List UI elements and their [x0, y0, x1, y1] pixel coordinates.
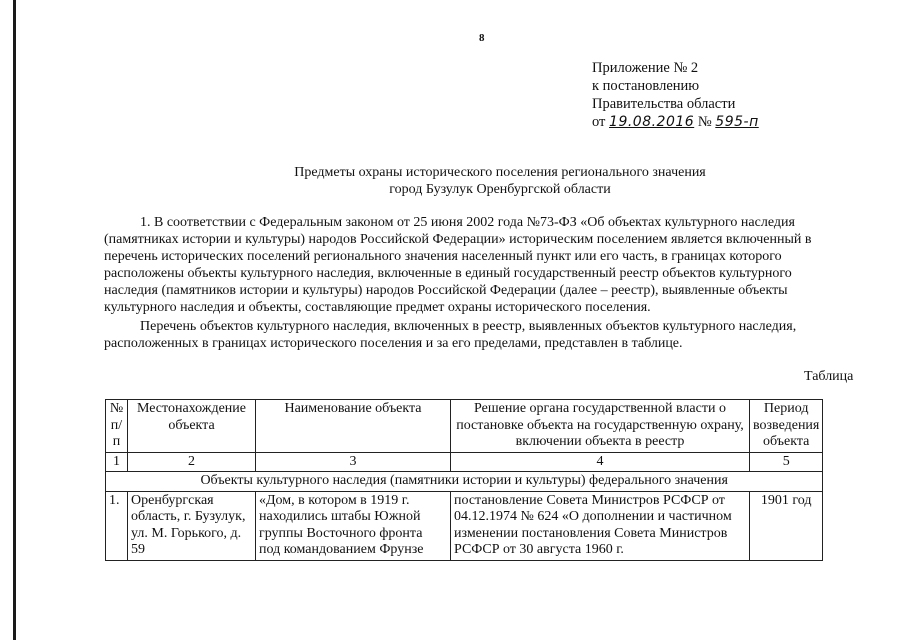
page-left-edge [13, 0, 16, 640]
paragraph-1 [104, 214, 864, 316]
table-header-row [106, 400, 823, 453]
paragraph-line: наследия (памятников истории и культуры) народов Российской Федерации (далее – реестр), выявленные объекты [104, 283, 788, 298]
paragraph-line: расположенных в границах исторического поселения и за его пределами, представлен в таблице. [104, 336, 683, 351]
section-title: Объекты культурного наследия (памятники истории и культуры) федерального значения [106, 472, 823, 492]
number-cell: 3 [256, 452, 451, 472]
table-number-row [106, 452, 823, 472]
appendix-line-2: к постановлению [592, 78, 700, 94]
row-object-name: «Дом, в котором в 1919 г. находились штабы Южной группы Восточного фронта под командованием Фрунзе [256, 491, 451, 560]
header-cell: Период возведения объекта [750, 400, 823, 453]
header-cell: Местонахождение объекта [128, 400, 256, 453]
page-number: 8 [479, 32, 485, 44]
title-line-2: город Бузулук Оренбургской области [389, 182, 611, 197]
document-title [150, 164, 850, 198]
header-cell: № п/п [106, 400, 128, 453]
number-cell: 4 [451, 452, 750, 472]
title-line-1: Предметы охраны исторического поселения регионального значения [294, 165, 706, 180]
table-caption: Таблица [804, 369, 854, 384]
appendix-date-line [592, 113, 759, 131]
appendix-line-1: Приложение № 2 [592, 60, 699, 76]
paragraph-line: перечень исторических поселений регионального значения населенный пункт или его часть, в границах которого [104, 249, 782, 264]
number-cell: 5 [750, 452, 823, 472]
header-cell: Решение органа государственной власти о постановке объекта на государственную охрану, включении объекта в реестр [451, 400, 750, 453]
paragraph-line: Перечень объектов культурного наследия, включенных в реестр, выявленных объектов культурного наследия, [140, 319, 797, 334]
appendix-line-3: Правительства области [592, 96, 736, 112]
row-decision: постановление Совета Министров РСФСР от 04.12.1974 № 624 «О дополнении и частичном изменении постановления Совета Министров РСФСР от 30 августа 1960 г. [451, 491, 750, 560]
appendix-header [592, 59, 759, 131]
row-location: Оренбургская область, г. Бузулук, ул. М. Горького, д. 59 [128, 491, 256, 560]
table-section-row [106, 472, 823, 492]
row-period: 1901 год [750, 491, 823, 560]
heritage-table [105, 399, 823, 561]
paragraph-line: 1. В соответствии с Федеральным законом от 25 июня 2002 года №73-ФЗ «Об объектах культурного наследия [140, 215, 795, 230]
date-prefix: от [592, 114, 606, 130]
paragraph-line: культурного наследия и объекты, составляющие предмет охраны исторического поселения. [104, 300, 651, 315]
handwritten-number: 595-п [715, 114, 759, 130]
number-prefix: № [697, 114, 712, 130]
paragraph-2 [104, 318, 864, 352]
number-cell: 1 [106, 452, 128, 472]
paragraph-line: (памятниках истории и культуры) народов Российской Федерации» историческим поселением является включенный в [104, 232, 812, 247]
table-row [106, 491, 823, 560]
number-cell: 2 [128, 452, 256, 472]
header-cell: Наименование объекта [256, 400, 451, 453]
handwritten-date: 19.08.2016 [609, 114, 695, 130]
paragraph-line: расположены объекты культурного наследия, включенные в единый государственный реестр объектов культурного [104, 266, 792, 281]
row-number: 1. [106, 491, 128, 560]
